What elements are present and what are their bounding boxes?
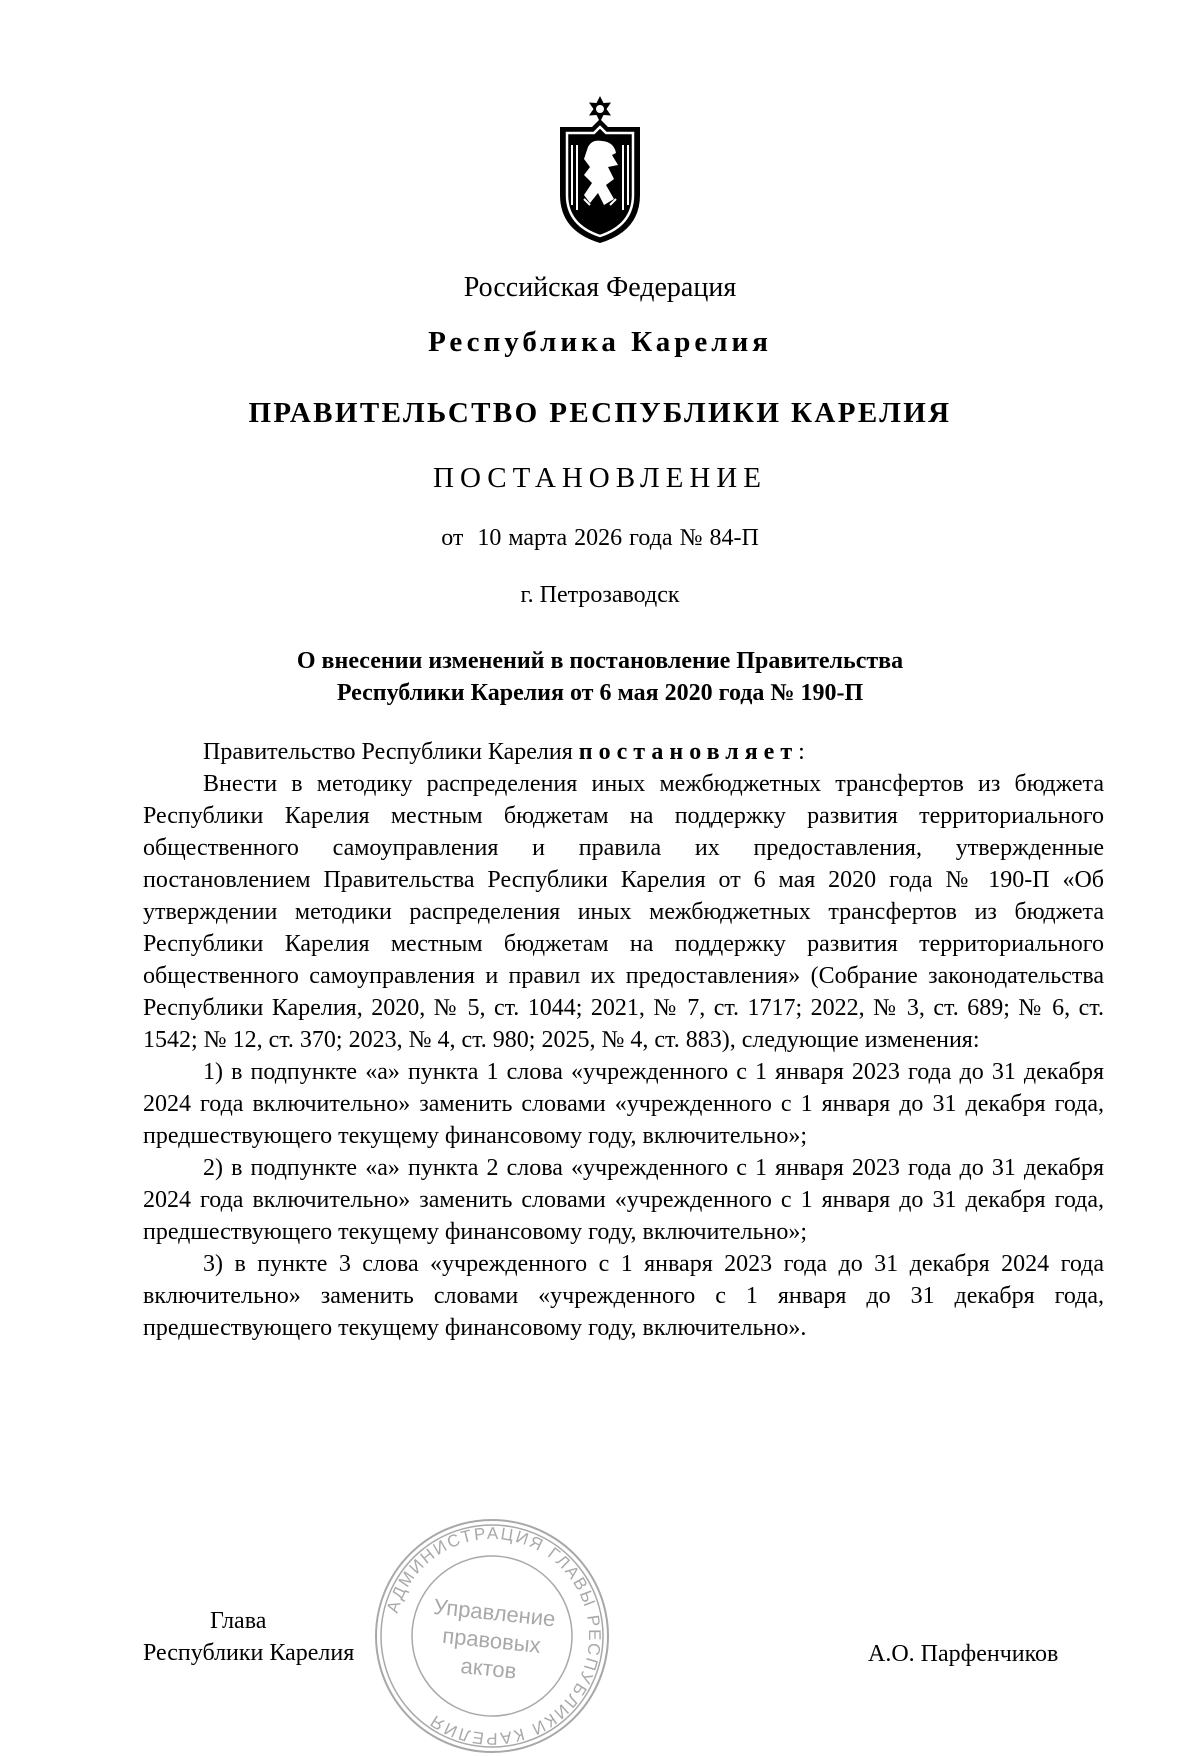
signatory-name: А.О. Парфенчиков	[868, 1641, 1059, 1667]
amendment-item-3: 3) в пункте 3 слова «учрежденного с 1 января 2023 года до 31 декабря 2024 года включительно» заменить словами «учрежденного с 1 января до 31 декабря года, предшествующего текущему финансовому году, включительно».	[143, 1251, 1104, 1341]
official-stamp	[372, 1516, 612, 1756]
amendment-item-2: 2) в подпункте «а» пункта 2 слова «учрежденного с 1 января 2023 года до 31 декабря 2024 года включительно» заменить словами «учрежденного с 1 января до 31 декабря года, предшествующего текущему финансовому году, включительно»;	[143, 1155, 1104, 1245]
government-name: ПРАВИТЕЛЬСТВО РЕСПУБЛИКИ КАРЕЛИЯ	[248, 397, 952, 429]
document-subject	[0, 645, 1200, 709]
stamp-ring-text: АДМИНИСТРАЦИЯ ГЛАВЫ РЕСПУБЛИКИ КАРЕЛИЯ	[382, 1523, 605, 1749]
main-paragraph: Внести в методику распределения иных межбюджетных трансфертов из бюджета Республики Карелия местным бюджетам на поддержку развития территориального общественного самоуправления и правила их предоставления, утвержденные постановлением Правительства Республики Карелия от 6 мая 2020 года № 190-П «Об утверждении методики распределения иных межбюджетных трансфертов из бюджета Республики Карелия местным бюджетам на поддержку развития территориального общественного самоуправления и правил их предоставления» (Собрание законодательства Республики Карелия, 2020, № 5, ст. 1044; 2021, № 7, ст. 1717; 2022, № 3, ст. 689; № 6, ст. 1542; № 12, ст. 370; 2023, № 4, ст. 980; 2025, № 4, ст. 883), следующие изменения:	[143, 771, 1104, 1053]
preamble-text: Правительство Республики Карелия	[203, 739, 579, 765]
stamp-center-line-1: Управление	[432, 1593, 557, 1632]
city-name: г. Петрозаводск	[520, 582, 680, 608]
preamble-paragraph	[143, 736, 1104, 768]
signatory-organization: Республики Карелия	[143, 1640, 355, 1666]
subject-line-2: Республики Карелия от 6 мая 2020 года № 190-П	[336, 680, 864, 706]
stamp-center-line-3: актов	[459, 1652, 518, 1684]
preamble-colon: :	[798, 739, 805, 765]
document-body	[143, 736, 1104, 1344]
signatory-title: Глава	[210, 1608, 267, 1634]
coat-of-arms-icon	[554, 95, 646, 245]
resolves-word: постановляет	[578, 739, 799, 765]
document-type: ПОСТАНОВЛЕНИЕ	[433, 462, 767, 494]
country-name: Российская Федерация	[463, 272, 737, 303]
date-number-line: от 10 марта 2026 года № 84-П	[441, 525, 759, 551]
republic-name: Республика Карелия	[428, 326, 772, 358]
amendment-item-1: 1) в подпункте «а» пункта 1 слова «учрежденного с 1 января 2023 года до 31 декабря 2024 года включительно» заменить словами «учрежденного с 1 января до 31 декабря года, предшествующего текущему финансовому году, включительно»;	[143, 1059, 1104, 1149]
stamp-center-line-2: правовых	[441, 1622, 542, 1659]
subject-line-1: О внесении изменений в постановление Правительства	[296, 648, 904, 674]
